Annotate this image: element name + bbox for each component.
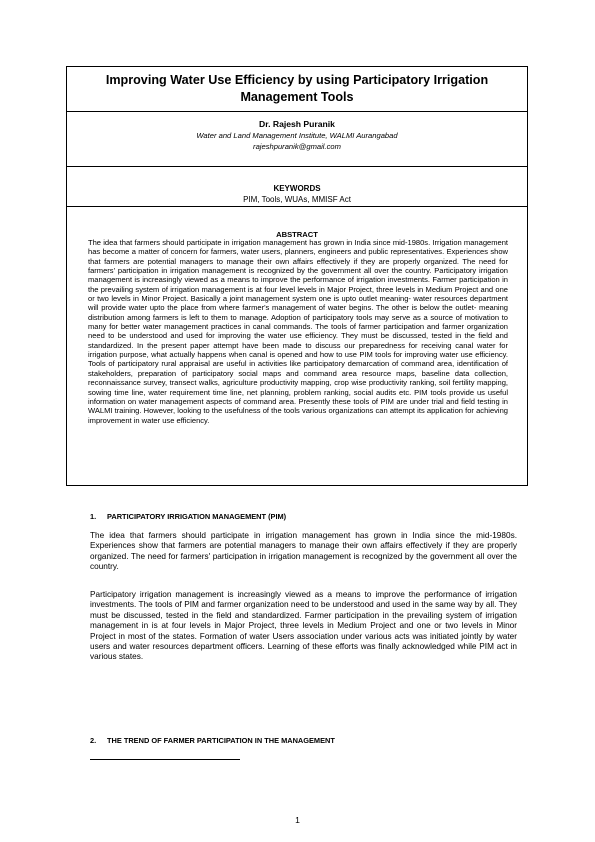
- abstract-box: [66, 206, 528, 486]
- keywords-box: [66, 166, 528, 207]
- section-1-paragraph-2: Participatory irrigation management is increasingly viewed as a means to improve the performance of irrigation investments. The tools of PIM and farmer organization need to be understood and used in the same way by all. They must be discussed, tested in the field and standardized. Farmer participation in the prevailing system of irrigation management in is at four levels in Major Project, three levels in Medium Project and one or two levels in Minor Project in most of the states. Formation of water Users association under various acts was initiated jointly by water users and water resources department officers. Learning of these efforts was finally acknowledged while PIM act in various states.: [90, 590, 517, 662]
- section-2-heading: [90, 736, 335, 745]
- section-2-title: THE TREND OF FARMER PARTICIPATION IN THE MANAGEMENT: [107, 736, 335, 745]
- keywords-heading: KEYWORDS: [273, 184, 321, 193]
- title-box: [66, 66, 528, 112]
- footnote-divider: [90, 759, 240, 760]
- paper-title: Improving Water Use Efficiency by using Participatory Irrigation Management Tools: [105, 73, 489, 104]
- section-1-title: PARTICIPATORY IRRIGATION MANAGEMENT (PIM): [107, 512, 287, 521]
- section-2-number: 2.: [90, 736, 97, 745]
- section-1-number: 1.: [90, 512, 97, 521]
- section-1-heading: [90, 512, 286, 521]
- abstract-heading: ABSTRACT: [276, 230, 318, 239]
- author-email: rajeshpuranik@gmail.com: [253, 142, 341, 151]
- author-box: [66, 111, 528, 167]
- abstract-text: The idea that farmers should participate in irrigation management has grown in India since mid-1980s. Irrigation management has become a matter of concern for farmers, water users, planners, engineers and public representatives. Experiences show that farmers are potential managers to manage their own affairs effectively if they are properly organized. The need for farmers' participation in irrigation management is recognized by the government all over the country. Participatory irrigation management is increasingly viewed as a means to improve the performance of irrigation investments. Farmer participation in the prevailing system of irrigation management is at four level levels in Major Project, three levels in Medium Project and one or two levels in Minor Project. Basically a joint management system one is upto outlet meaning- water resources department will provide water upto the place from where farmer's management of water begins. The other is below the outlet- meaning distribution among farmers is left to them to manage. Adoption of participatory tools may serve as a source of motivation to many for better water management practices in canal commands. The tools of farmer participation and farmer organization need to be understood and used for improving the water use efficiency. They must be discussed, tested in the field and standardized. In the present paper attempt have been made to discuss our preparedness for receiving canal water for irrigation purpose, what actually happens when canal is opened and how to use PIM tools for improving water use efficiency. Tools of participatory rural appraisal are useful in activities like participatory demarcation of command area, identification of stakeholders, preparation of participatory social maps and command area resource maps, baseline data collection, reconnaissance survey, transect walks, agriculture productivity mapping, crop wise productivity ranking, soil fertility mapping, sowing time line, water requirement time line, net planning, problem ranking, social audits etc. PIM tools provide us useful information on water management aspects of command area. Presently these tools of PIM are under trial and field testing in WALMI training. However, looking to the usefulness of the tools various organizations can attempt its application for achieving improvement in water use efficiency.: [88, 238, 508, 425]
- keywords-text: PIM, Tools, WUAs, MMISF Act: [243, 195, 351, 204]
- author-name: Dr. Rajesh Puranik: [259, 119, 335, 129]
- section-1-paragraph-1: The idea that farmers should participate in irrigation management has grown in India since the mid-1980s. Experiences show that farmers are potential managers to manage their own affairs effectively if they are properly organized. The need for farmers' participation in irrigation management is recognized by the government all over the country.: [90, 531, 517, 572]
- author-institution: Water and Land Management Institute, WALMI Aurangabad: [196, 131, 398, 140]
- page-number: 1: [295, 815, 300, 825]
